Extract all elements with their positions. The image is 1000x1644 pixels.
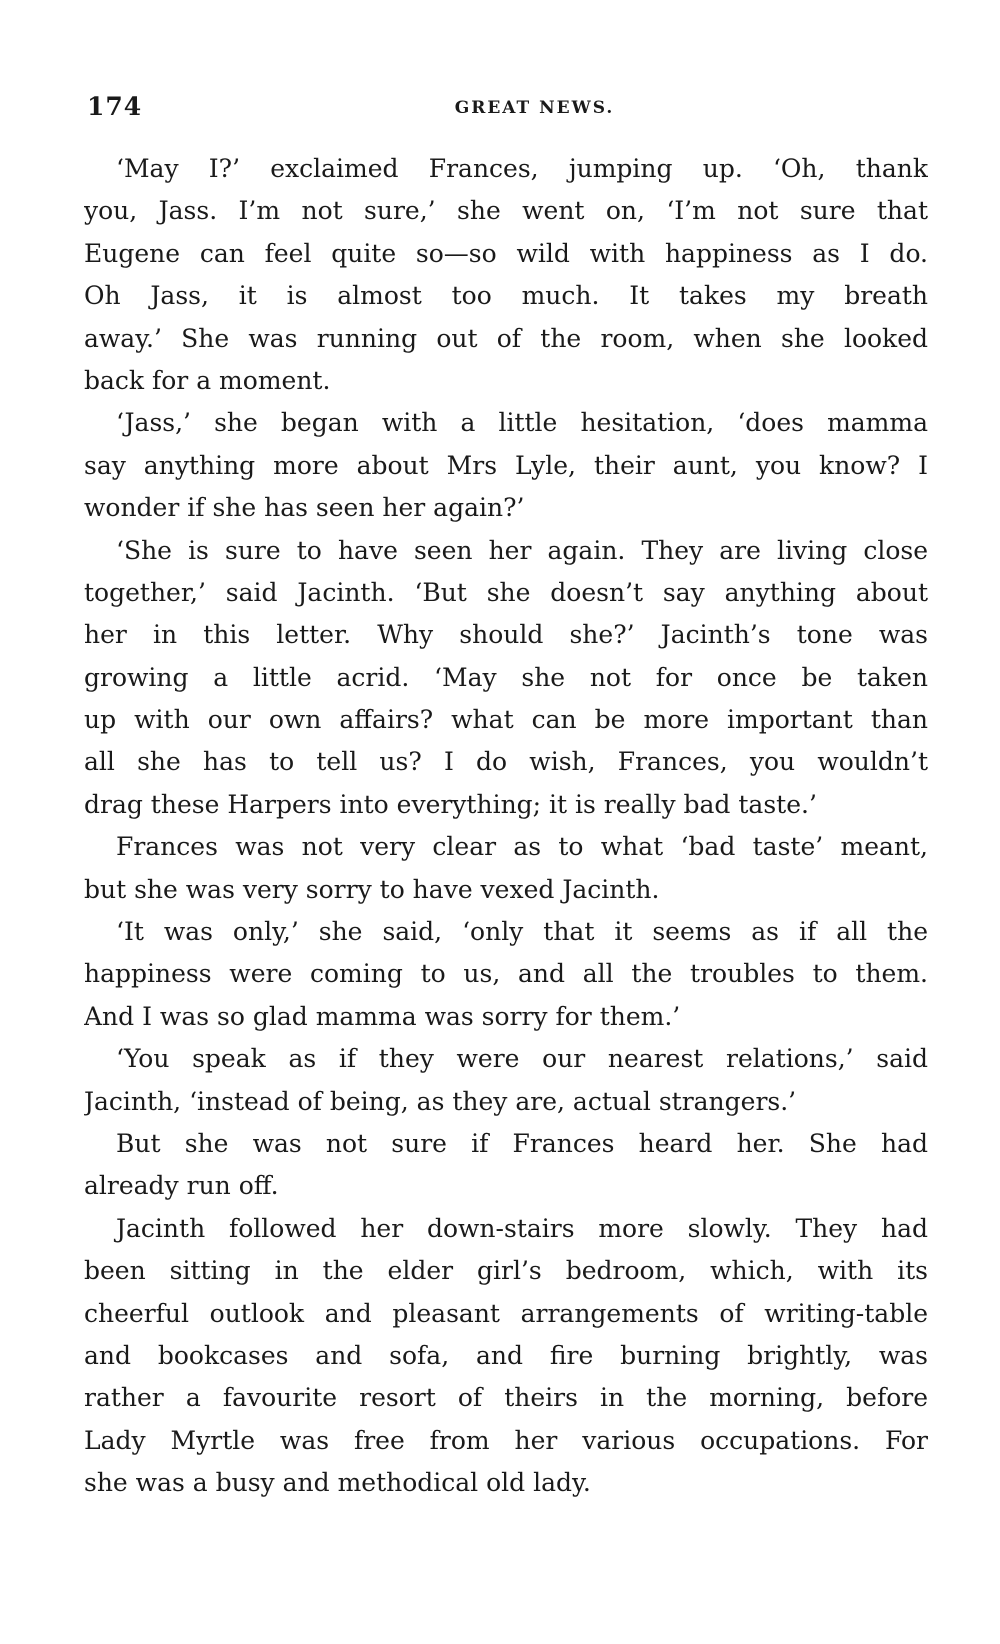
text-line: she was a busy and methodical old lady. <box>84 1468 591 1498</box>
text-line: drag these Harpers into everything; it is really bad taste.’ <box>84 789 817 819</box>
text-line: And I was so glad mamma was sorry for them.’ <box>84 1001 681 1031</box>
text-line: up with our own affairs? what can be more important than <box>84 705 928 735</box>
text-line: all she has to tell us? I do wish, Frances, you wouldn’t <box>84 747 928 777</box>
text-line: Jacinth, ‘instead of being, as they are, actual strangers.’ <box>84 1086 797 1116</box>
text-line: but she was very sorry to have vexed Jacinth. <box>84 874 660 904</box>
text-line: her in this letter. Why should she?’ Jacinth’s tone was <box>84 620 928 650</box>
text-line: together,’ said Jacinth. ‘But she doesn’t say anything about <box>84 577 928 607</box>
text-line: Lady Myrtle was free from her various occupations. For <box>84 1425 928 1455</box>
text-line: been sitting in the elder girl’s bedroom, which, with its <box>84 1256 928 1286</box>
text-line: ‘You speak as if they were our nearest relations,’ said <box>116 1044 928 1074</box>
text-line: Eugene can feel quite so—so wild with happiness as I do. <box>84 238 928 268</box>
text-line: wonder if she has seen her again?’ <box>84 493 525 523</box>
page-header <box>87 92 927 132</box>
text-line: But she was not sure if Frances heard her. She had <box>116 1128 928 1158</box>
text-line: ‘It was only,’ she said, ‘only that it seems as if all the <box>116 917 928 947</box>
text-line: rather a favourite resort of theirs in the morning, before <box>84 1383 928 1413</box>
text-line: cheerful outlook and pleasant arrangements of writing-table <box>84 1298 928 1328</box>
text-line: away.’ She was running out of the room, when she looked <box>84 323 928 353</box>
text-line: ‘Jass,’ she began with a little hesitation, ‘does mamma <box>116 408 928 438</box>
text-line: Frances was not very clear as to what ‘bad taste’ meant, <box>116 832 928 862</box>
body-text <box>84 148 928 1505</box>
text-line: already run off. <box>84 1171 279 1201</box>
page-number: 174 <box>87 92 143 121</box>
text-line: you, Jass. I’m not sure,’ she went on, ‘I’m not sure that <box>84 196 928 226</box>
text-line: Oh Jass, it is almost too much. It takes my breath <box>84 281 928 311</box>
text-line: say anything more about Mrs Lyle, their aunt, you know? I <box>84 450 928 480</box>
text-line: ‘She is sure to have seen her again. They are living close <box>116 535 928 565</box>
running-head: GREAT NEWS. <box>454 98 615 118</box>
text-line: and bookcases and sofa, and fire burning brightly, was <box>84 1340 928 1370</box>
text-line: Jacinth followed her down-stairs more slowly. They had <box>116 1213 928 1243</box>
text-line: back for a moment. <box>84 365 331 395</box>
text-line: ‘May I?’ exclaimed Frances, jumping up. ‘Oh, thank <box>116 154 928 183</box>
text-line: happiness were coming to us, and all the troubles to them. <box>84 959 928 989</box>
text-line: growing a little acrid. ‘May she not for once be taken <box>84 662 928 692</box>
